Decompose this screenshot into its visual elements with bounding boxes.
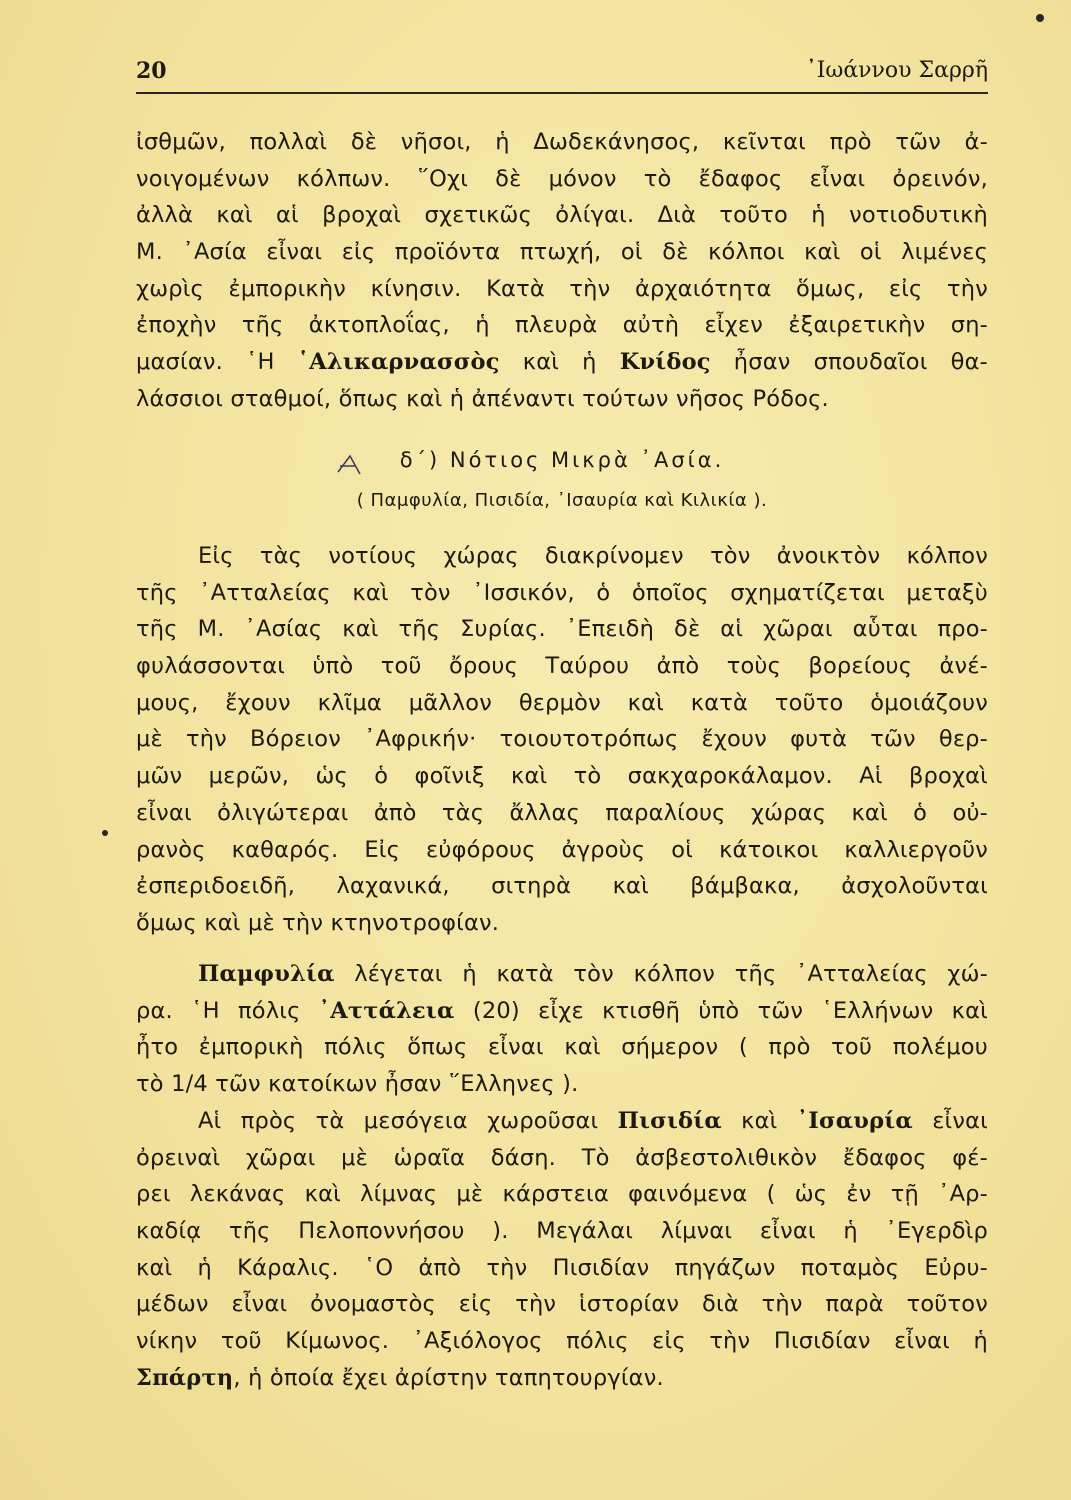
- place-name-pisidia: Πισιδία: [617, 1108, 722, 1134]
- paragraph-1: [136, 124, 988, 418]
- place-name-isauria: ᾿Ισαυρία: [796, 1108, 913, 1134]
- text-line: ἦτο ἐμπορικὴ πόλις ὅπως εἶναι καὶ σήμερον ( πρὸ τοῦ πολέμου: [136, 1034, 988, 1061]
- text-span: λέγεται ἡ κατὰ τὸν κόλπον τῆς ᾿Ατταλείας χώ-: [334, 961, 988, 987]
- place-name-sparti: Σπάρτη: [136, 1364, 234, 1391]
- section-subheading: ( Παμφυλία, Πισιδία, ᾿Ισαυρία καὶ Κιλικία ).: [356, 490, 768, 511]
- text-line: καδίᾳ τῆς Πελοποννήσου ). Μεγάλαι λίμναι εἶναι ἡ ᾿Εγερδὶρ: [136, 1218, 988, 1245]
- text-line: ἐσπεριδοειδῆ, λαχανικά, σιτηρὰ καὶ βάμβακα, ἀσχολοῦνται: [136, 873, 988, 900]
- text-line: ρανὸς καθαρός. Εἰς εὐφόρους ἀγροὺς οἱ κάτοικοι καλλιεργοῦν: [136, 836, 988, 863]
- page-header: [136, 52, 988, 94]
- running-head: ᾿Ιωάννου Σαρρῆ: [805, 58, 988, 83]
- text-line: μὲ τὴν Βόρειον ᾿Αφρικήν· τοιουτοτρόπως ἔχουν φυτὰ τῶν θερ-: [136, 726, 988, 753]
- text-line: ἐποχὴν τῆς ἀκτοπλοΐας, ἡ πλευρὰ αὐτὴ εἶχεν ἐξαιρετικὴν ση-: [136, 312, 988, 339]
- text-span: καὶ: [721, 1108, 797, 1134]
- text-span: (20) εἶχε κτισθῆ ὑπὸ τῶν ῾Ελλήνων καὶ: [454, 997, 988, 1024]
- text-line: τῆς Μ. ᾿Ασίας καὶ τῆς Συρίας. ᾿Επειδὴ δὲ αἱ χῶραι αὗται προ-: [136, 616, 988, 643]
- text-line: μέδων εἶναι ὀνομαστὸς εἰς τὴν ἱστορίαν διὰ τὴν παρὰ τοῦτον: [136, 1291, 988, 1318]
- text-line: μους, ἔχουν κλῖμα μᾶλλον θερμὸν καὶ κατὰ τοῦτο ὁμοιάζουν: [136, 689, 988, 716]
- text-line: [136, 1103, 988, 1140]
- text-line: καὶ ἡ Κάραλις. ῾Ο ἀπὸ τὴν Πισιδίαν πηγάζων ποταμὸς Εὐρυ-: [136, 1254, 988, 1281]
- text-line: χωρὶς ἐμπορικὴν κίνησιν. Κατὰ τὴν ἀρχαιότητα ὅμως, εἰς τὴν: [136, 275, 988, 302]
- paragraph-2: [136, 538, 988, 942]
- text-line: εἶναι ὀλιγώτεραι ἀπὸ τὰς ἄλλας παραλίους χώρας καὶ ὁ οὐ-: [136, 799, 988, 826]
- paragraph-3: [136, 956, 988, 1103]
- text-line: [136, 1360, 988, 1397]
- page-number: 20: [136, 58, 167, 84]
- text-line: ὀρειναὶ χῶραι μὲ ὡραῖα δάση. Τὸ ἀσβεστολιθικὸν ἔδαφος φέ-: [136, 1144, 988, 1171]
- text-line: [136, 956, 988, 993]
- text-line: νοιγομένων κόλπων. ῞Οχι δὲ μόνον τὸ ἔδαφος εἶναι ὀρεινόν,: [136, 165, 988, 192]
- text-line: νίκην τοῦ Κίμωνος. ᾿Αξιόλογος πόλις εἰς τὴν Πισιδίαν εἶναι ἡ: [136, 1328, 988, 1355]
- pencil-mark-icon: [336, 448, 366, 478]
- text-line: Εἰς τὰς νοτίους χώρας διακρίνομεν τὸν ἀνοικτὸν κόλπον: [198, 543, 988, 569]
- text-line: λάσσιοι σταθμοί, ὅπως καὶ ἡ ἀπέναντι τούτων νῆσος Ρόδος.: [136, 385, 829, 412]
- paragraph-4: [136, 1103, 988, 1397]
- text-line: [136, 344, 988, 381]
- text-line: [136, 993, 988, 1030]
- text-line: τὸ 1/4 τῶν κατοίκων ἦσαν ῞Ελληνες ).: [136, 1071, 579, 1098]
- text-line: ὅμως καὶ μὲ τὴν κτηνοτροφίαν.: [136, 909, 500, 936]
- text-span: , ἡ ὁποία ἔχει ἀρίστην ταπητουργίαν.: [233, 1364, 664, 1391]
- text-span: καὶ ἡ: [499, 349, 620, 376]
- text-line: φυλάσσονται ὑπὸ τοῦ ὄρους Ταύρου ἀπὸ τοὺς βορείους ἀνέ-: [136, 653, 988, 680]
- text-span: ἦσαν σπουδαῖοι θα-: [710, 349, 988, 376]
- text-line: μῶν μερῶν, ὡς ὁ φοῖνιξ καὶ τὸ σακχαροκάλαμον. Αἱ βροχαὶ: [136, 763, 988, 790]
- place-name-pamphylia: Παμφυλία: [198, 961, 335, 987]
- ink-dot-icon: [1030, 8, 1050, 28]
- place-name-knidos: Κνίδος: [619, 349, 711, 376]
- text-line: Μ. ᾿Ασία εἶναι εἰς προϊόντα πτωχή, οἱ δὲ κόλποι καὶ οἱ λιμένες: [136, 239, 988, 266]
- text-line: ἀλλὰ καὶ αἱ βροχαὶ σχετικῶς ὀλίγαι. Διὰ τοῦτο ἡ νοτιοδυτικὴ: [136, 202, 988, 229]
- text-span: Αἱ πρὸς τὰ μεσόγεια χωροῦσαι: [198, 1108, 618, 1134]
- text-line: ἰσθμῶν, πολλαὶ δὲ νῆσοι, ἡ Δωδεκάνησος, κεῖνται πρὸ τῶν ἀ-: [136, 129, 988, 155]
- place-name-halikarnassos: ῾Αλικαρνασσὸς: [297, 349, 500, 376]
- text-span: ρα. ῾Η πόλις: [136, 997, 319, 1024]
- section-heading: δ΄) Νότιος Μικρὰ ᾿Ασία.: [399, 448, 725, 472]
- text-line: ρει λεκάνας καὶ λίμνας μὲ κάρστεια φαινόμενα ( ὡς ἐν τῇ ᾿Αρ-: [136, 1181, 988, 1208]
- text-line: τῆς ᾿Ατταλείας καὶ τὸν ᾿Ισσικόν, ὁ ὁποῖος σχηματίζεται μεταξὺ: [136, 579, 988, 606]
- ink-dot-icon: [98, 826, 112, 840]
- place-name-attaleia: ᾿Αττάλεια: [318, 997, 455, 1024]
- text-span: μασίαν. ῾Η: [136, 349, 298, 376]
- text-span: εἶναι: [912, 1108, 988, 1134]
